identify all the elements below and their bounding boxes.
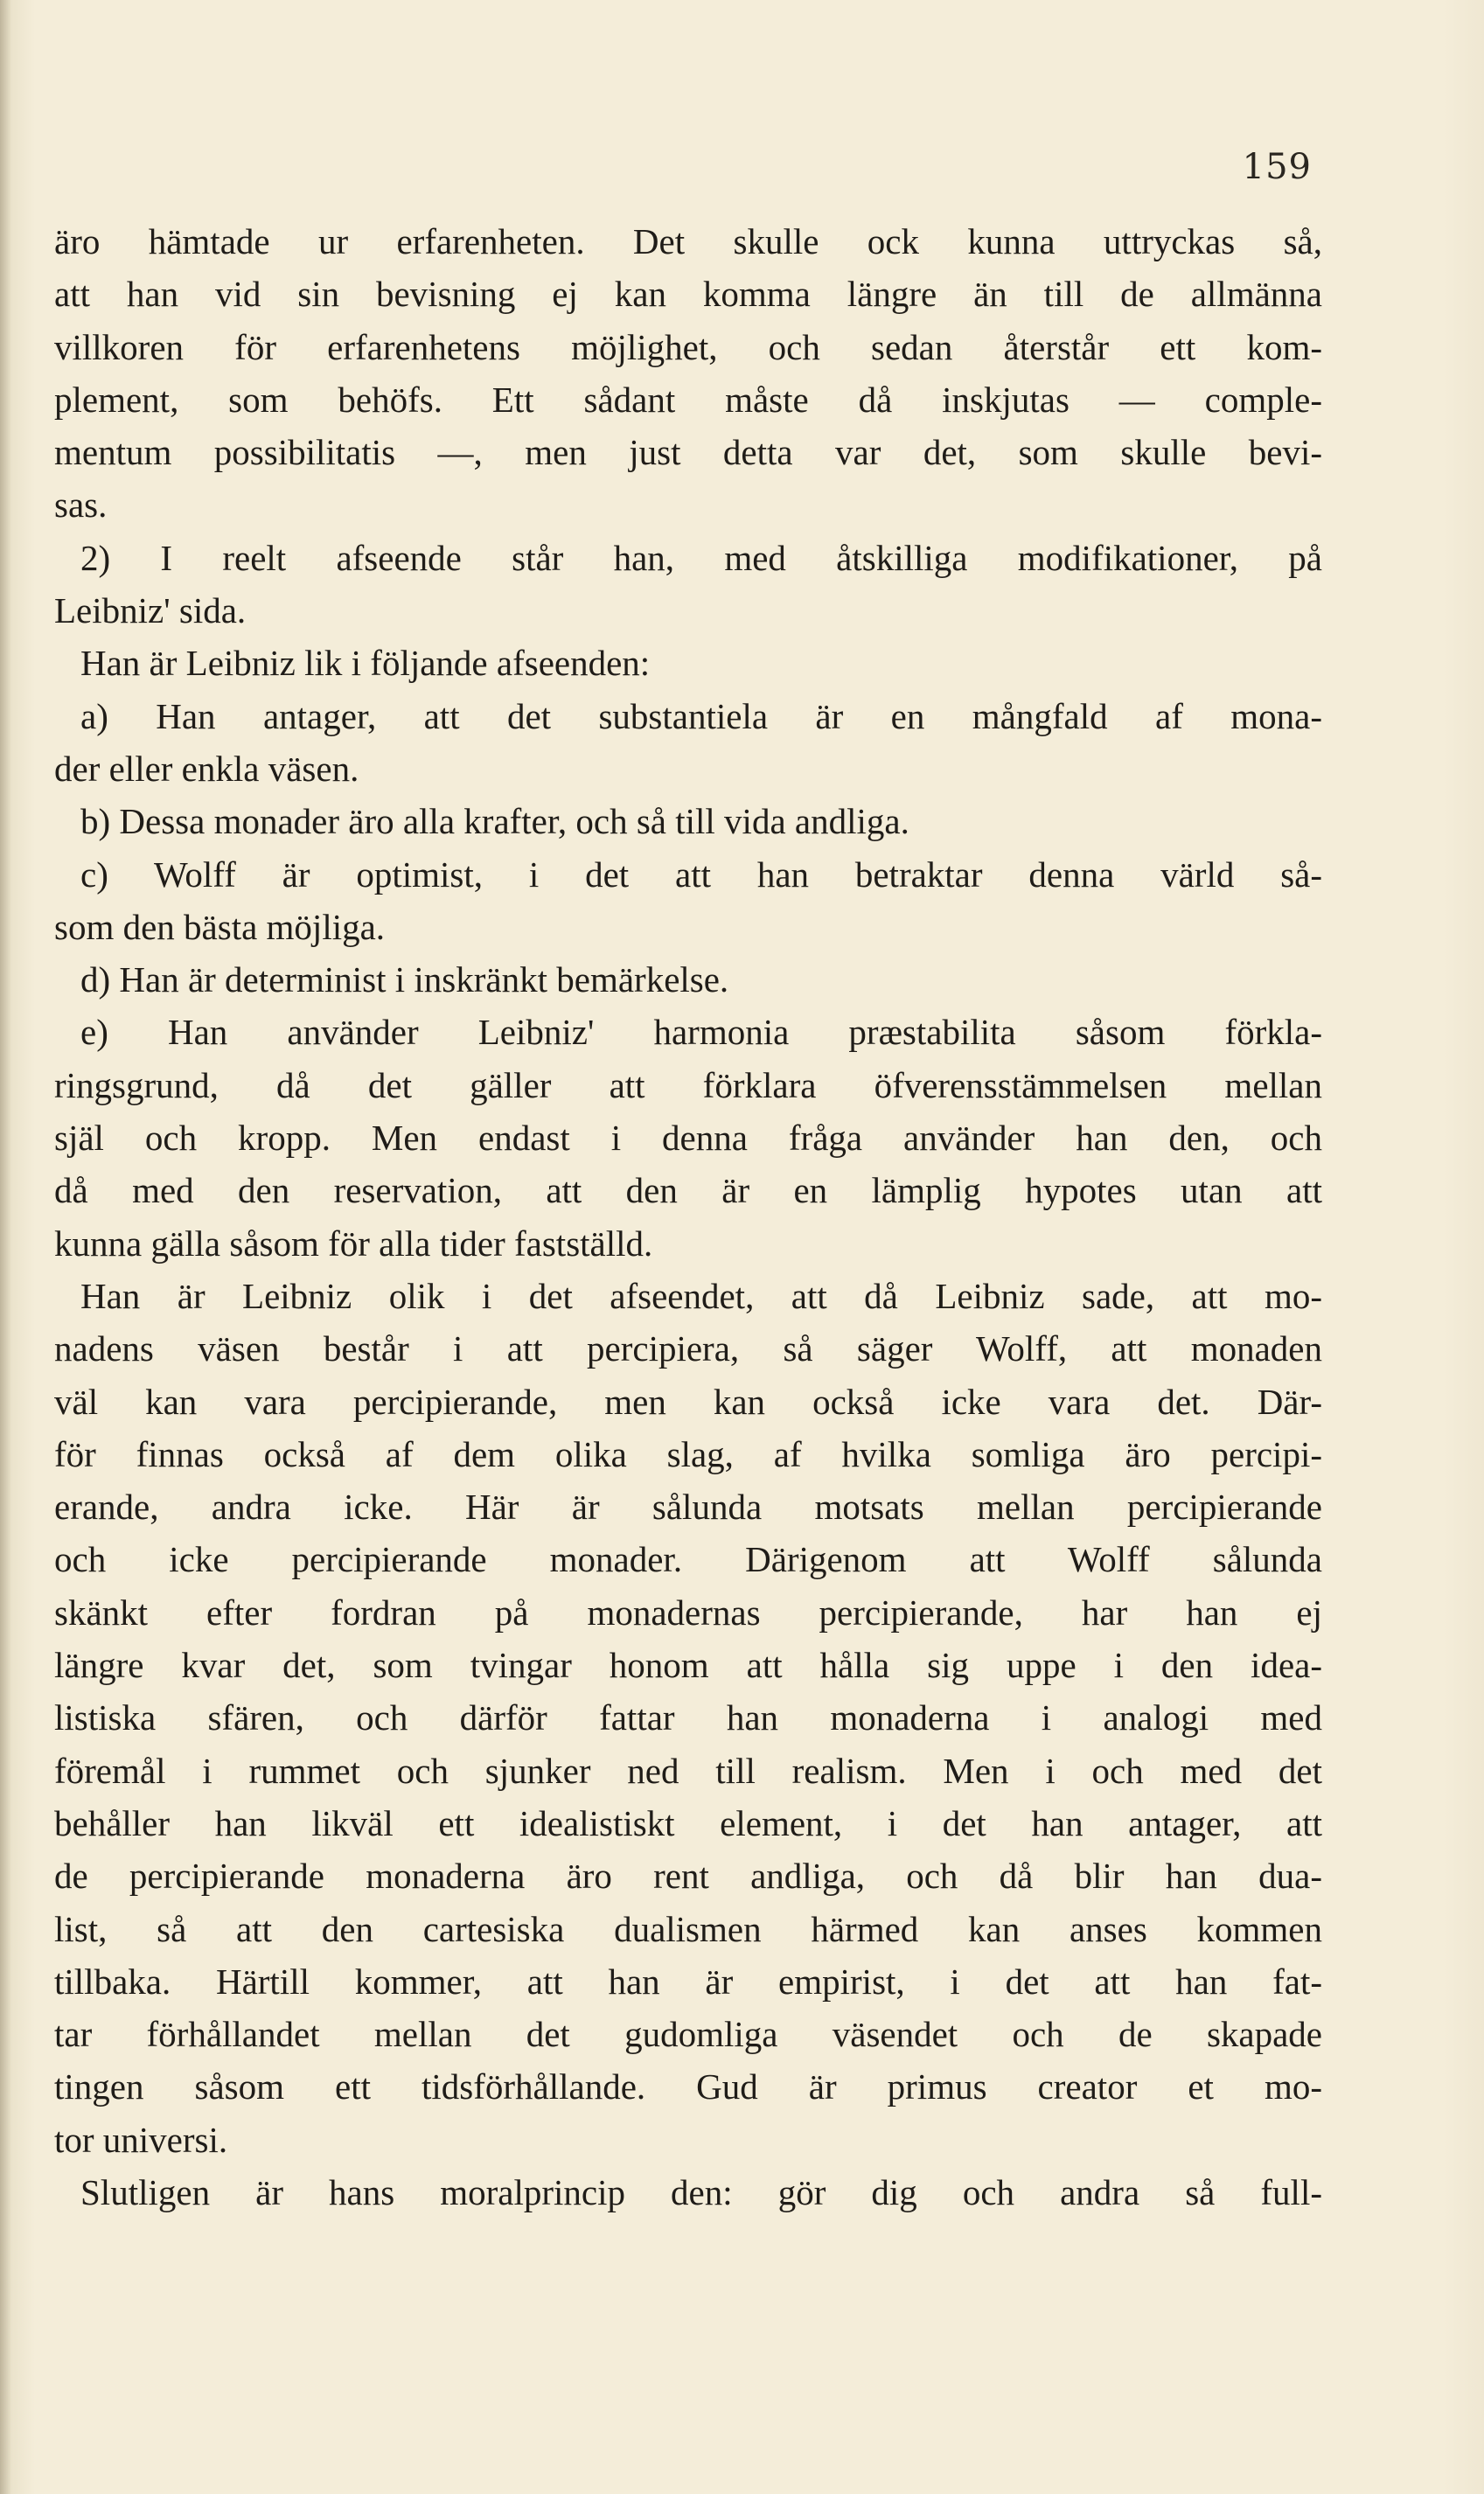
text-line: Han är Leibniz lik i följande afseenden: xyxy=(80,643,651,684)
body-text xyxy=(54,215,1322,2219)
text-line: ringsgrund, då det gäller att förklara öfverensstämmelsen mellan xyxy=(54,1064,1322,1105)
text-line: 2) I reelt afseende står han, med åtskilliga modifikationer, på xyxy=(80,537,1322,578)
text-line: Han är Leibniz olik i det afseendet, att då Leibniz sade, att mo- xyxy=(80,1275,1322,1316)
text-line: väl kan vara percipierande, men kan också icke vara det. Där- xyxy=(54,1381,1322,1422)
text-line: då med den reservation, att den är en lämplig hypotes utan att xyxy=(54,1170,1322,1211)
text-line: kunna gälla såsom för alla tider fastställd. xyxy=(54,1223,653,1264)
text-line: själ och kropp. Men endast i denna fråga använder han den, och xyxy=(54,1118,1322,1159)
page-spine-shadow xyxy=(0,0,10,2494)
text-line: Slutligen är hans moralprincip den: gör dig och andra så full- xyxy=(80,2171,1322,2212)
text-line: föremål i rummet och sjunker ned till realism. Men i och med det xyxy=(54,1750,1322,1791)
text-line: mentum possibilitatis —, men just detta var det, som skulle bevi- xyxy=(54,432,1322,473)
text-line: sas. xyxy=(54,484,108,526)
text-line: a) Han antager, att det substantiela är en mångfald af mona- xyxy=(80,695,1322,736)
text-line: e) Han använder Leibniz' harmonia præstabilita såsom förkla- xyxy=(80,1012,1322,1053)
text-line: att han vid sin bevisning ej kan komma längre än till de allmänna xyxy=(54,274,1322,315)
text-line: nadens väsen består i att percipiera, så säger Wolff, att monaden xyxy=(54,1328,1322,1369)
text-line: tingen såsom ett tidsförhållande. Gud är primus creator et mo- xyxy=(54,2066,1322,2107)
text-line: c) Wolff är optimist, i det att han betraktar denna värld så- xyxy=(80,853,1322,895)
text-line: d) Han är determinist i inskränkt bemärkelse. xyxy=(80,959,729,1000)
text-line: list, så att den cartesiska dualismen härmed kan anses kommen xyxy=(54,1908,1322,1949)
text-line: behåller han likväl ett idealistiskt element, i det han antager, att xyxy=(54,1802,1322,1843)
text-line: erande, andra icke. Här är sålunda motsats mellan percipierande xyxy=(54,1487,1322,1528)
text-line: tor universi. xyxy=(54,2119,228,2160)
page-number: 159 xyxy=(1242,147,1312,187)
text-line: villkoren för erfarenhetens möjlighet, och sedan återstår ett kom- xyxy=(54,326,1322,367)
text-line: skänkt efter fordran på monadernas percipierande, har han ej xyxy=(54,1592,1322,1633)
text-line: som den bästa möjliga. xyxy=(54,906,386,947)
text-line: längre kvar det, som tvingar honom att hålla sig uppe i den idea- xyxy=(54,1645,1322,1686)
text-line: b) Dessa monader äro alla krafter, och så till vida andliga. xyxy=(80,801,909,842)
text-line: der eller enkla väsen. xyxy=(54,748,359,789)
text-line: plement, som behöfs. Ett sådant måste då inskjutas — comple- xyxy=(54,379,1322,420)
text-line: tar förhållandet mellan det gudomliga väsendet och de skapade xyxy=(54,2014,1322,2055)
text-line: tillbaka. Härtill kommer, att han är empirist, i det att han fat- xyxy=(54,1961,1322,2002)
text-line: för finnas också af dem olika slag, af hvilka somliga äro percipi- xyxy=(54,1433,1322,1474)
text-line: och icke percipierande monader. Därigenom att Wolff sålunda xyxy=(54,1539,1322,1580)
text-line: de percipierande monaderna äro rent andliga, och då blir han dua- xyxy=(54,1856,1322,1897)
text-line: äro hämtade ur erfarenheten. Det skulle ock kunna uttryckas så, xyxy=(54,221,1322,261)
text-line: listiska sfären, och därför fattar han monaderna i analogi med xyxy=(54,1697,1322,1738)
text-line: Leibniz' sida. xyxy=(54,590,247,631)
